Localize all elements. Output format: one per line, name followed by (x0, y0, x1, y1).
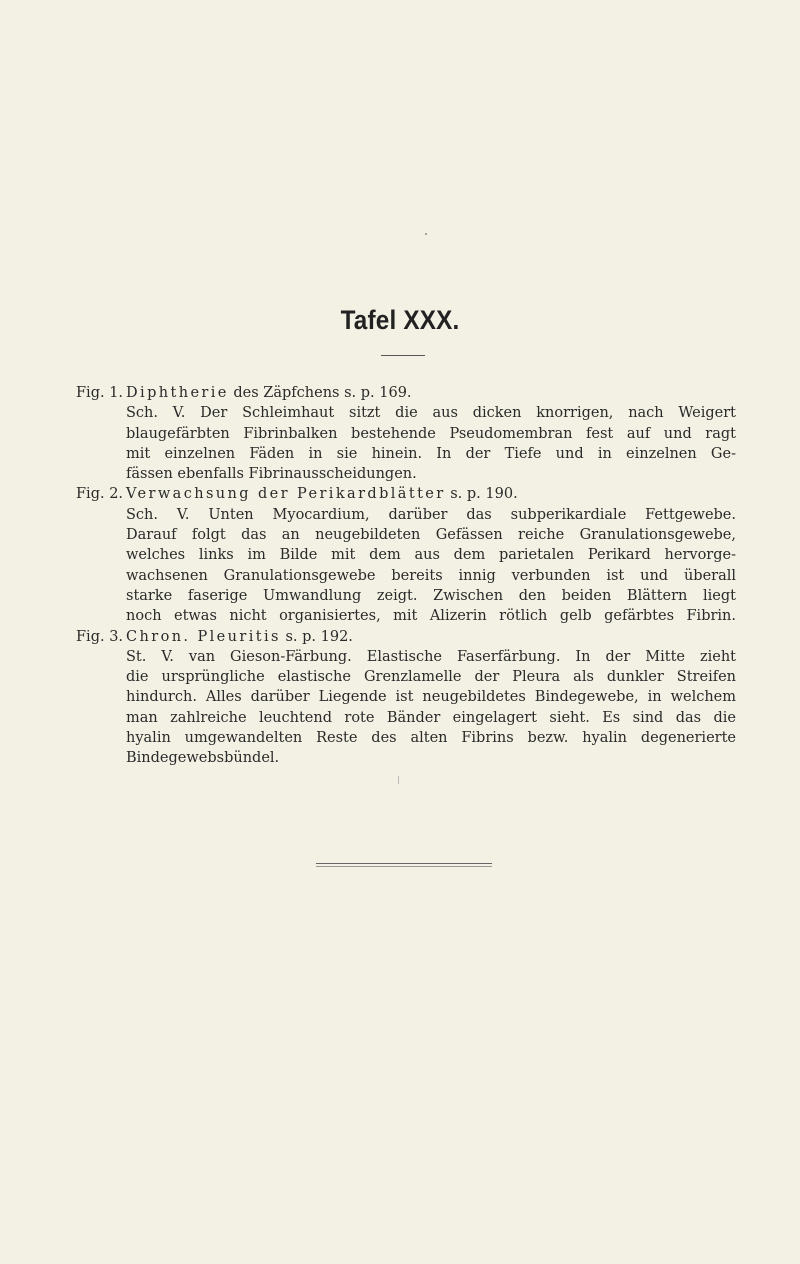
figure-heading (126, 383, 736, 403)
caption-line: Darauf folgt das an neugebildeten Gefässen reiche Granulationsgewebe, (126, 527, 736, 544)
caption-line: wachsenen Granulationsgewebe bereits innig verbunden ist und überall (126, 567, 736, 584)
caption-line: die ursprüngliche elastische Grenzlamelle der Pleura als dunkler Streifen (126, 669, 736, 686)
figure-heading-rest: s. p. 192. (280, 628, 353, 645)
figure-label: Fig. 2. (76, 486, 124, 503)
figure-label: Fig. 3. (76, 628, 124, 645)
caption-line: mit einzelnen Fäden in sie hinein. In der Tiefe und in einzelnen Ge- (126, 445, 736, 462)
figure-heading-spaced: Verwachsung der Perikardblätter (126, 486, 446, 503)
caption-line: noch etwas nicht organisiertes, mit Alizerin rötlich gelb gefärbtes Fibrin. (126, 608, 736, 625)
page-title: Tafel XXX. (340, 305, 460, 335)
caption-line: Sch. V. Der Schleimhaut sitzt die aus dicken knorrigen, nach Weigert (126, 405, 736, 422)
caption-line: Bindegewebsbündel. (126, 750, 280, 767)
printer-mark (398, 776, 399, 784)
caption-line: fässen ebenfalls Fibrinausscheidungen. (126, 466, 417, 483)
figure-body (126, 383, 736, 484)
figure-caption-3 (76, 627, 736, 769)
closing-rule (316, 863, 492, 864)
figure-caption-2 (76, 484, 736, 626)
paper-speck (425, 233, 427, 235)
figure-captions (76, 383, 736, 769)
figure-heading-spaced: Chron. Pleuritis (126, 628, 281, 645)
caption-line: hyalin umgewandelten Reste des alten Fibrins bezw. hyalin degenerierte (126, 730, 736, 747)
figure-heading (126, 484, 736, 504)
closing-rule-second (316, 866, 492, 867)
caption-line: man zahlreiche leuchtend rote Bänder eingelagert sieht. Es sind das die (126, 709, 736, 726)
figure-body (126, 484, 736, 626)
caption-line: starke faserige Umwandlung zeigt. Zwischen den beiden Blättern liegt (126, 587, 736, 604)
figure-label: Fig. 1. (76, 385, 124, 401)
figure-heading (126, 627, 736, 647)
figure-heading-spaced: Diphtherie (126, 385, 229, 401)
caption-line: blaugefärbten Fibrinbalken bestehende Pseudomembran fest auf und ragt (126, 425, 736, 442)
caption-line: St. V. van Gieson-Färbung. Elastische Faserfärbung. In der Mitte zieht (126, 648, 736, 665)
figure-body (126, 627, 736, 769)
caption-line: Sch. V. Unten Myocardium, darüber das subperikardiale Fettgewebe. (126, 506, 736, 523)
caption-line: welches links im Bilde mit dem aus dem parietalen Perikard hervorge- (126, 547, 736, 564)
figure-heading-rest: s. p. 190. (445, 486, 518, 503)
title-divider (381, 355, 425, 356)
caption-line: hindurch. Alles darüber Liegende ist neugebildetes Bindegewebe, in welchem (126, 689, 736, 706)
figure-heading-rest: des Zäpfchens s. p. 169. (228, 385, 412, 401)
figure-caption-1 (76, 383, 736, 484)
